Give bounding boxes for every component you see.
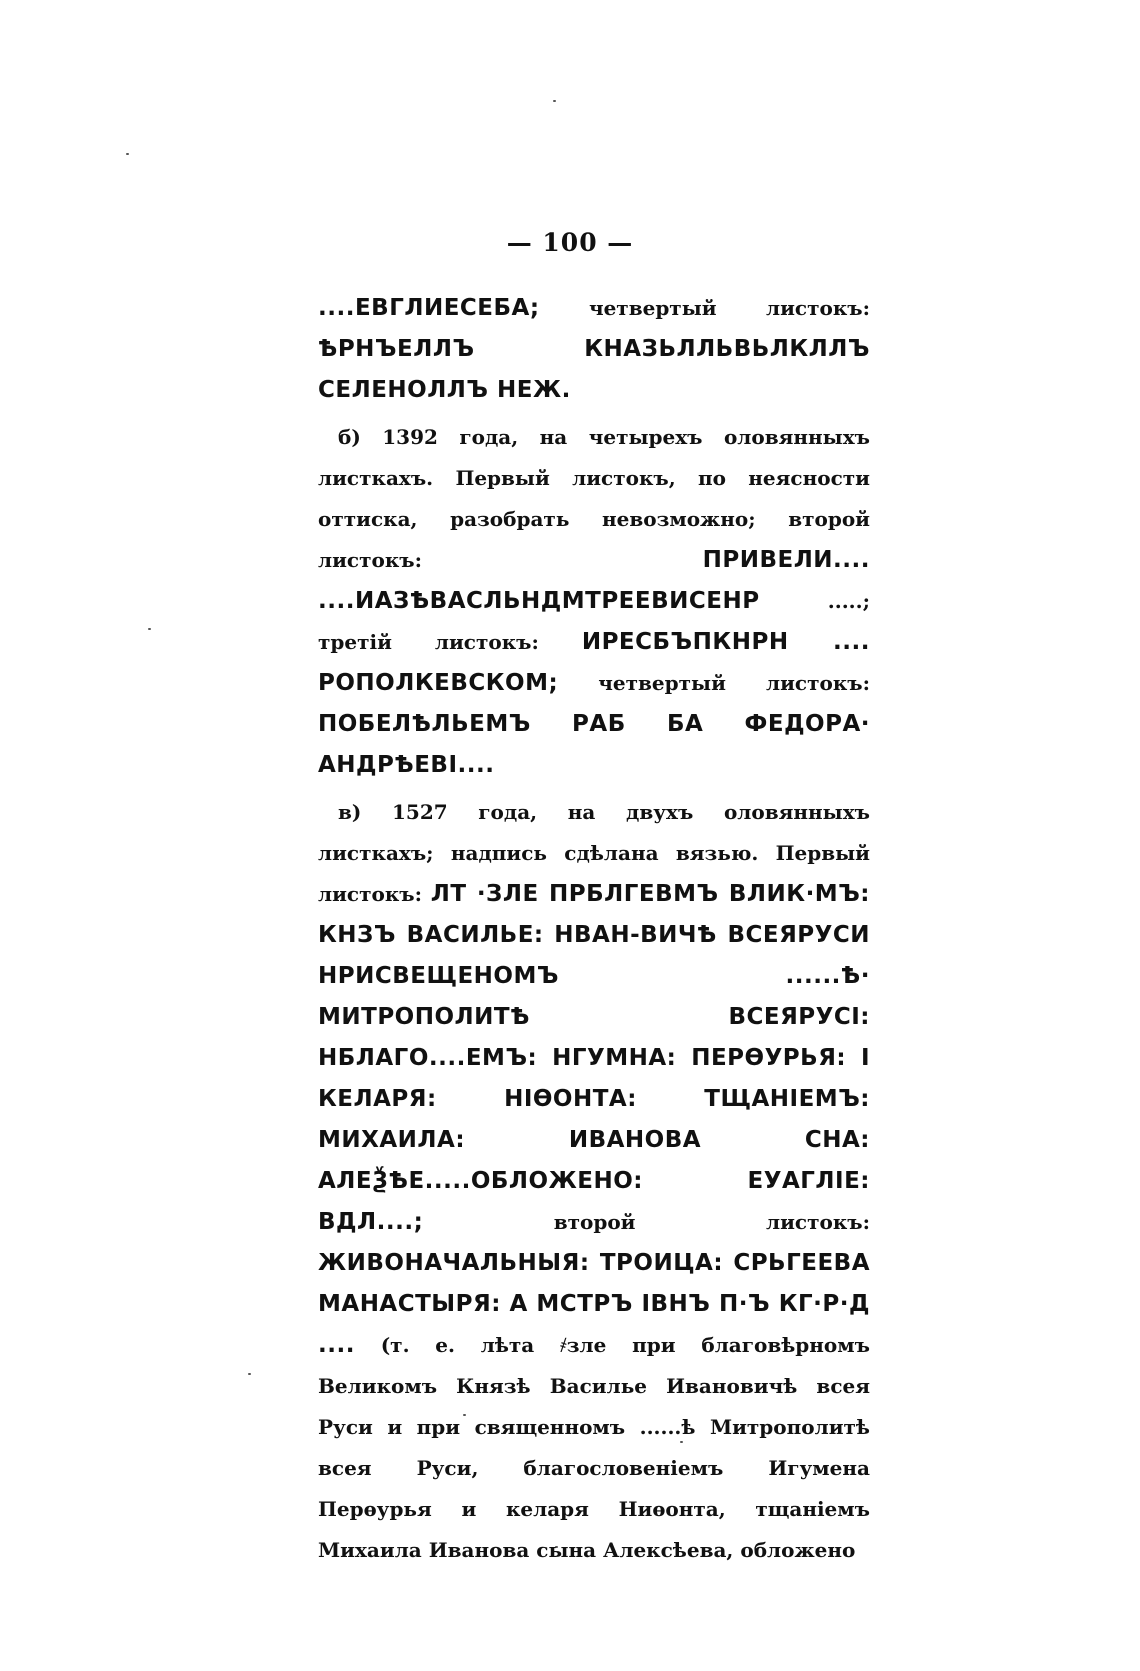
speck bbox=[248, 1373, 251, 1375]
body-text bbox=[318, 288, 870, 1571]
body-text-run: в) 1527 года, на двухъ оловянныхъ листкахъ; надпись сдѣлана вязью. Первый листокъ: bbox=[318, 800, 870, 906]
body-text-run: (т. е. лѣта ҂зле при благовѣрномъ Великомъ Князѣ Василье Ивановичѣ всея Руси и при священномъ ......ѣ Митрополитѣ всея Руси, благословеніемъ Игумена Перѳурья и келаря Ниѳонта, тщаніемъ Михаила Иванова сына Алексѣева, обложено bbox=[318, 1333, 870, 1562]
paragraph-1 bbox=[318, 288, 870, 411]
slavonic-inscription: ПОБЕЛѢЛЬЕМЪ РАБ БА ФЕДОРА· АНДРѢЕВІ.... bbox=[318, 711, 870, 778]
paragraph-3 bbox=[318, 792, 870, 1571]
slavonic-inscription: ѢРНЪЕЛЛЪ КНАЗЬЛЛЬВЬЛКЛЛЪ СЕЛЕНОЛЛЪ НЕЖ. bbox=[318, 336, 870, 403]
speck bbox=[553, 100, 556, 102]
slavonic-inscription: ЛТ ·ЗЛЕ ПРБЛГЕВМЪ ВЛИК·МЪ: КНЗЪ ВАСИЛЬЕ: НВАН-ВИЧѢ ВСЕЯРУСИ НРИСВЕЩЕНОМЪ ......Ѣ· МИТРОПОЛИТѢ ВСЕЯРУСІ: НБЛАГО....ЕМЪ: НГУМНА: ПЕРѲУРЬЯ: І КЕЛАРЯ: НІѲОНТА: ТЩАНІЕМЪ: МИХАИЛА: ИВАНОВА СНА: АЛЕѮѢЕ.....ОБЛОЖЕНО: ЕУАГЛІЕ: ВДЛ....; bbox=[318, 881, 870, 1235]
slavonic-inscription: ПРИВЕЛИ.... ....ИАЗѢВАСЛЬНДМТРЕЕВИСЕНР bbox=[318, 547, 870, 614]
body-text-run: второй листокъ: bbox=[423, 1210, 870, 1234]
body-text-run: четвертый листокъ: bbox=[558, 671, 870, 695]
slavonic-inscription: ....ЕВГЛИЕСЕБА; bbox=[318, 295, 540, 321]
body-text-run: б) 1392 года, на четырехъ оловянныхъ листкахъ. Первый листокъ, по неясности оттиска, разобрать невозможно; второй листокъ: bbox=[318, 425, 870, 572]
body-text-run: .....; третій листокъ: bbox=[318, 589, 870, 654]
speck bbox=[126, 153, 129, 155]
body-text-run: четвертый листокъ: bbox=[539, 296, 870, 320]
slavonic-inscription: ЖИВОНАЧАЛЬНЫЯ: ТРОИЦА: СРЬГЕЕВА МАНАСТЫРЯ: А МСТРЪ ІВНЪ П·Ъ КГ·Р·Д .... bbox=[318, 1250, 870, 1358]
slavonic-inscription: ИРЕСБЪПКНРН .... РОПОЛКЕВСКОМ; bbox=[318, 629, 870, 696]
page-number: — 100 — bbox=[506, 228, 634, 257]
paragraph-2 bbox=[318, 417, 870, 786]
speck bbox=[148, 628, 151, 630]
